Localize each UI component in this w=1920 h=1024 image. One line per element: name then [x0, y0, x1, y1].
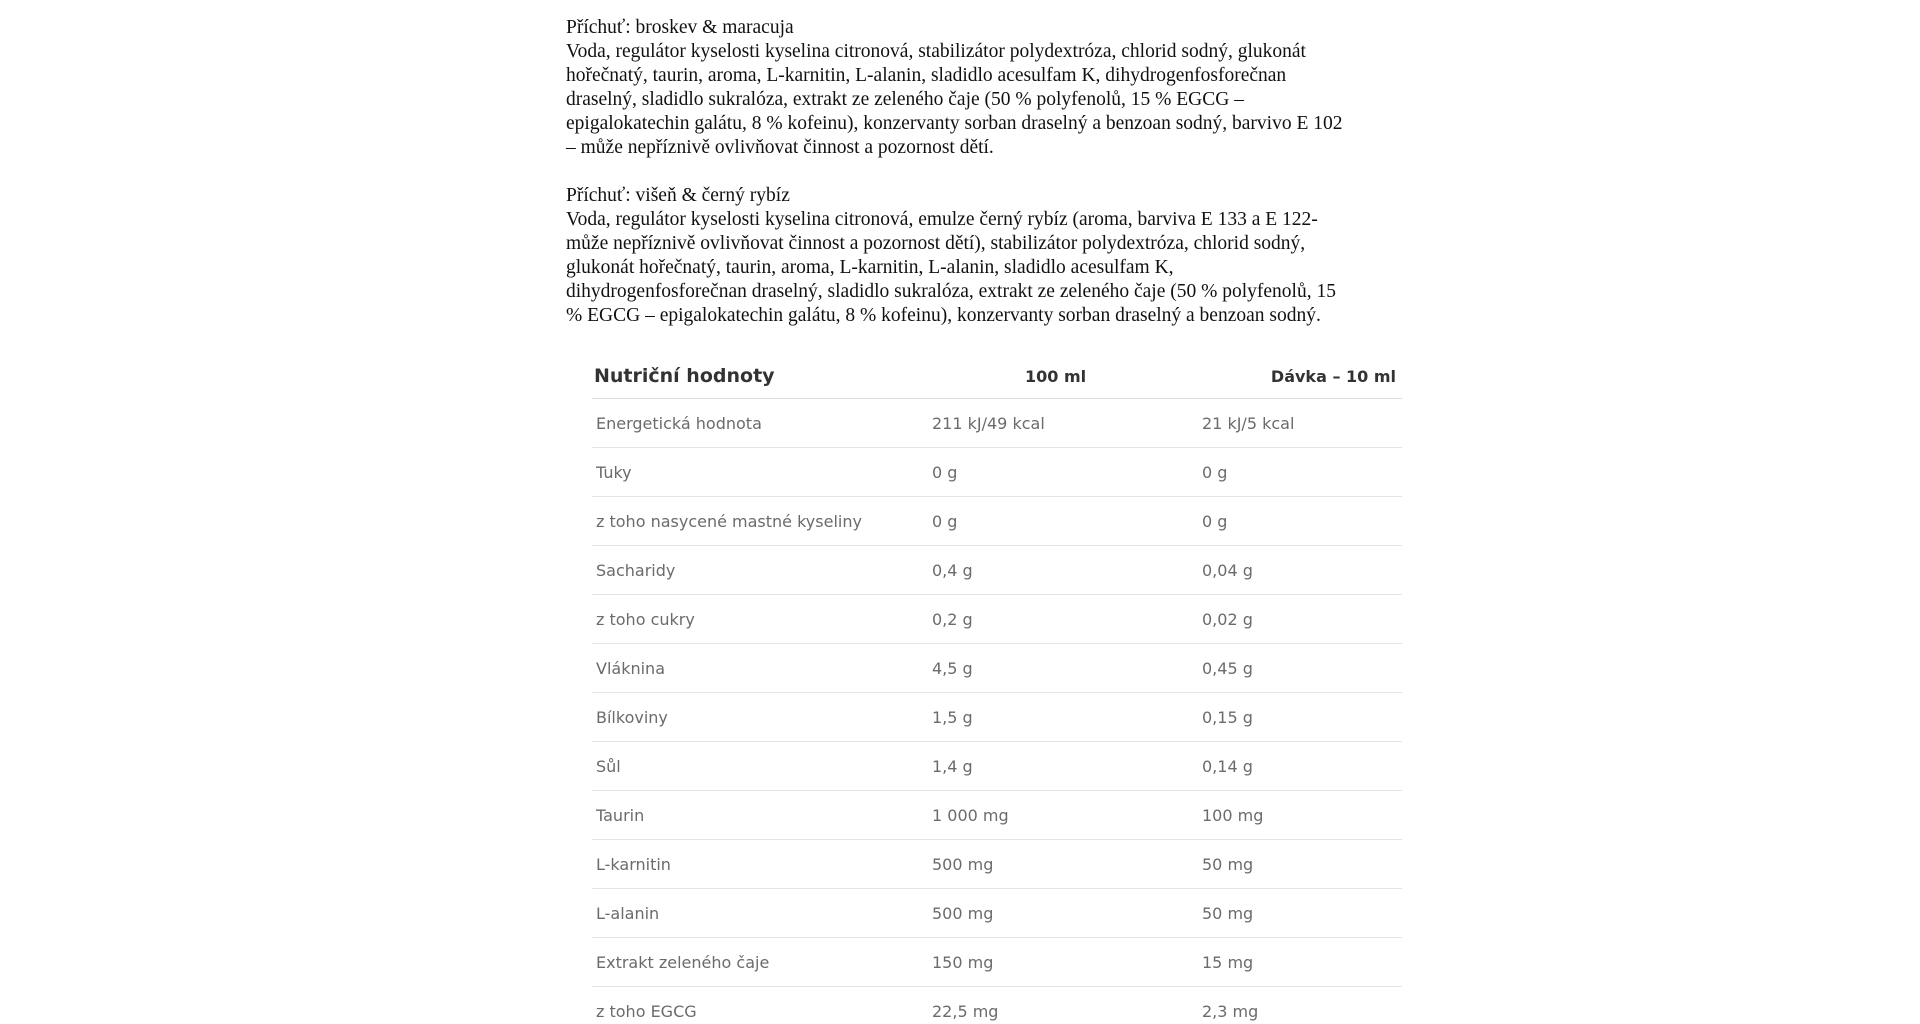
- ingredients-line: % EGCG – epigalokatechin galátu, 8 % kofeinu), konzervanty sorban draselný a benzoan sodný.: [566, 305, 1321, 326]
- value-per-100ml: 0,4 g: [932, 560, 973, 580]
- value-per-dose: 0,04 g: [1202, 560, 1253, 580]
- nutrient-name: Sůl: [596, 756, 621, 776]
- value-per-dose: 0,45 g: [1202, 658, 1253, 678]
- value-per-100ml: 0 g: [932, 462, 958, 482]
- flavor-title: Příchuť: višeň & černý rybíz: [566, 185, 790, 206]
- nutrient-name: L-alanin: [596, 903, 660, 923]
- table-row: [592, 497, 1402, 546]
- value-per-dose: 100 mg: [1202, 805, 1264, 825]
- value-per-100ml: 1 000 mg: [932, 805, 1009, 825]
- nutrient-name: z toho cukry: [596, 609, 695, 629]
- ingredients-line: může nepříznivě ovlivňovat činnost a pozornost dětí), stabilizátor polydextróza, chlorid sodný,: [566, 233, 1306, 254]
- table-row: [592, 840, 1402, 889]
- nutrient-name: Taurin: [596, 805, 645, 825]
- flavor-title: Příchuť: broskev & maracuja: [566, 17, 794, 38]
- nutrient-name: Extrakt zeleného čaje: [596, 952, 770, 972]
- value-per-dose: 0 g: [1202, 511, 1228, 531]
- ingredients-line: epigalokatechin galátu, 8 % kofeinu), konzervanty sorban draselný a benzoan sodný, barvivo E 102: [566, 113, 1343, 134]
- value-per-100ml: 22,5 mg: [932, 1001, 999, 1021]
- nutrient-name: z toho nasycené mastné kyseliny: [596, 511, 862, 531]
- nutrient-name: L-karnitin: [596, 854, 671, 874]
- value-per-100ml: 1,5 g: [932, 707, 973, 727]
- table-row: [592, 546, 1402, 595]
- nutrition-table: [592, 354, 1402, 1024]
- value-per-100ml: 500 mg: [932, 854, 994, 874]
- value-per-100ml: 4,5 g: [932, 658, 973, 678]
- header-nutrient: Nutriční hodnoty: [594, 365, 775, 387]
- ingredients-line: – může nepříznivě ovlivňovat činnost a pozornost dětí.: [566, 137, 994, 158]
- value-per-dose: 0,15 g: [1202, 707, 1253, 727]
- nutrient-name: Tuky: [596, 462, 632, 482]
- table-row: [592, 399, 1402, 448]
- table-row: [592, 791, 1402, 840]
- table-row: [592, 644, 1402, 693]
- value-per-dose: 0 g: [1202, 462, 1228, 482]
- value-per-100ml: 1,4 g: [932, 756, 973, 776]
- value-per-dose: 0,14 g: [1202, 756, 1253, 776]
- value-per-100ml: 0,2 g: [932, 609, 973, 629]
- table-row: [592, 595, 1402, 644]
- value-per-100ml: 211 kJ/49 kcal: [932, 413, 1045, 433]
- header-per-100ml: 100 ml: [1025, 366, 1087, 386]
- table-row: [592, 938, 1402, 987]
- flavor-section-peach-passionfruit: [566, 16, 1396, 160]
- ingredients-line: dihydrogenfosforečnan draselný, sladidlo sukralóza, extrakt ze zeleného čaje (50 % polyfenolů, 15: [566, 281, 1336, 302]
- value-per-100ml: 500 mg: [932, 903, 994, 923]
- table-row: [592, 889, 1402, 938]
- flavor-section-cherry-blackcurrant: [566, 184, 1396, 328]
- nutrient-name: Energetická hodnota: [596, 413, 762, 433]
- header-per-dose: Dávka – 10 ml: [1270, 366, 1396, 386]
- table-row: [592, 742, 1402, 791]
- ingredients-line: Voda, regulátor kyselosti kyselina citronová, emulze černý rybíz (aroma, barviva E 133 a E 122-: [566, 209, 1318, 230]
- value-per-dose: 15 mg: [1202, 952, 1254, 972]
- table-row: [592, 693, 1402, 742]
- nutrient-name: z toho EGCG: [596, 1001, 697, 1021]
- nutrition-table-header: [592, 354, 1402, 399]
- ingredients-line: glukonát hořečnatý, taurin, aroma, L-karnitin, L-alanin, sladidlo acesulfam K,: [566, 257, 1174, 278]
- value-per-dose: 0,02 g: [1202, 609, 1253, 629]
- value-per-100ml: 0 g: [932, 511, 958, 531]
- ingredients-line: hořečnatý, taurin, aroma, L-karnitin, L-alanin, sladidlo acesulfam K, dihydrogenfosforečnan: [566, 65, 1287, 86]
- table-row: [592, 448, 1402, 497]
- ingredients-line: Voda, regulátor kyselosti kyselina citronová, stabilizátor polydextróza, chlorid sodný, glukonát: [566, 41, 1306, 62]
- value-per-dose: 2,3 mg: [1202, 1001, 1259, 1021]
- ingredients-line: draselný, sladidlo sukralóza, extrakt ze zeleného čaje (50 % polyfenolů, 15 % EGCG –: [566, 89, 1244, 110]
- nutrient-name: Bílkoviny: [596, 707, 668, 727]
- value-per-dose: 21 kJ/5 kcal: [1202, 413, 1295, 433]
- nutrient-name: Vláknina: [596, 658, 665, 678]
- value-per-100ml: 150 mg: [932, 952, 994, 972]
- table-row: [592, 987, 1402, 1024]
- value-per-dose: 50 mg: [1202, 854, 1254, 874]
- value-per-dose: 50 mg: [1202, 903, 1254, 923]
- nutrient-name: Sacharidy: [596, 560, 676, 580]
